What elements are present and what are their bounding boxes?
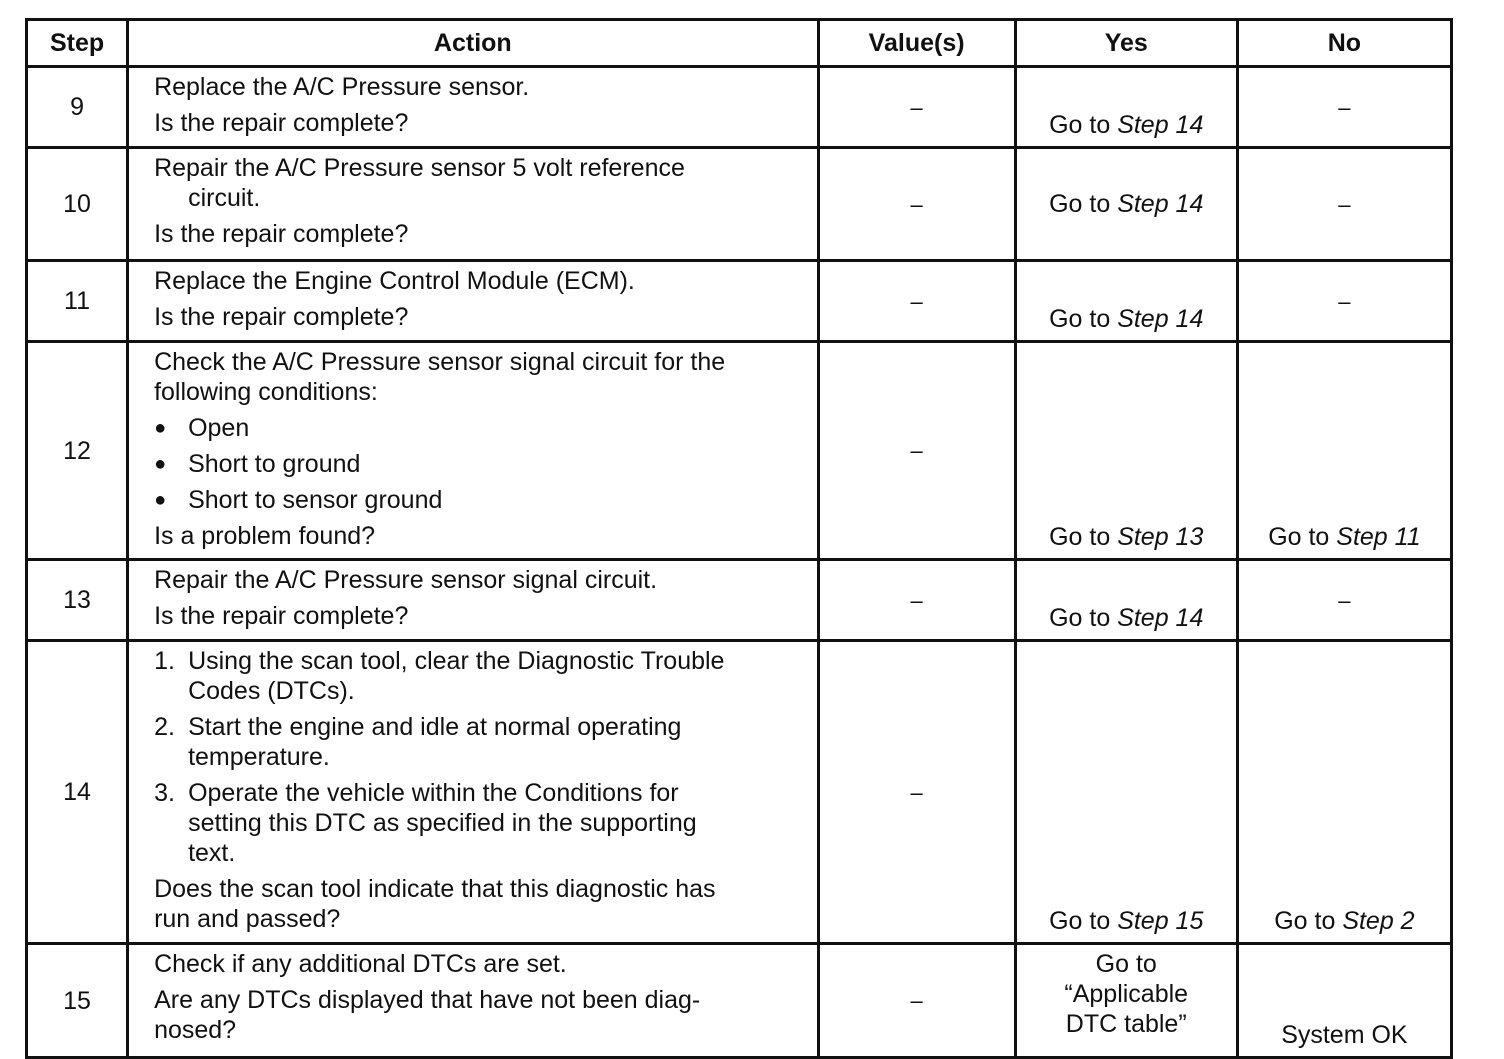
bullet-icon: ● [154, 489, 167, 511]
yes-cell [1015, 261, 1237, 342]
header-step: Step [27, 20, 128, 67]
header-values: Value(s) [818, 20, 1015, 67]
action-cell [128, 641, 818, 944]
goto-text: Go to [1049, 523, 1118, 551]
item-line: temperature. [188, 743, 330, 771]
goto-text: Go to [1049, 190, 1118, 218]
step-link[interactable]: Step 11 [1336, 523, 1421, 551]
action-question: Is the repair complete? [154, 109, 409, 137]
item-number: 1. [154, 647, 175, 675]
step-number: 13 [27, 560, 128, 641]
yes-cell [1015, 641, 1237, 944]
applicable-link-line[interactable]: Go to [1095, 950, 1157, 978]
action-cell [128, 560, 818, 641]
goto-text: Go to [1268, 523, 1337, 551]
item-line: Start the engine and idle at normal operating [188, 713, 682, 741]
no-cell [1237, 944, 1451, 1058]
item-text [188, 646, 724, 706]
action-line: Check if any additional DTCs are set. [154, 950, 567, 978]
goto-text: Go to [1049, 604, 1118, 632]
item-line: Using the scan tool, clear the Diagnostic Trouble [188, 647, 725, 675]
no-cell [1237, 342, 1451, 560]
item-line: text. [188, 839, 236, 867]
step-number: 10 [27, 148, 128, 261]
value-cell [818, 148, 1015, 261]
action-question: Is a problem found? [154, 522, 376, 550]
value-dash: – [910, 988, 923, 1013]
yes-cell [1015, 560, 1237, 641]
action-cell [128, 261, 818, 342]
action-question: Does the scan tool indicate that this diagnostic has [154, 875, 716, 903]
table-row [27, 148, 1452, 261]
no-dash: – [1338, 94, 1351, 120]
value-dash: – [910, 94, 923, 120]
value-cell [818, 342, 1015, 560]
item-text [188, 778, 697, 868]
action-question: Are any DTCs displayed that have not been diag- [154, 986, 701, 1014]
value-cell [818, 67, 1015, 148]
step-link[interactable]: Step 14 [1117, 305, 1204, 333]
action-line: Replace the A/C Pressure sensor. [154, 73, 530, 101]
step-link[interactable]: Step 15 [1117, 907, 1204, 935]
value-dash: – [910, 587, 923, 613]
step-link[interactable]: Step 14 [1117, 190, 1204, 218]
diagnostic-table [25, 18, 1453, 1059]
step-link[interactable]: Step 14 [1117, 111, 1204, 139]
item-number: 3. [154, 779, 175, 807]
step-link[interactable]: Step 14 [1117, 604, 1204, 632]
no-cell [1237, 560, 1451, 641]
action-line: following conditions: [154, 378, 378, 406]
applicable-link-line[interactable]: “Applicable [1064, 980, 1189, 1008]
step-number: 14 [27, 641, 128, 944]
action-cell [128, 67, 818, 148]
bullet-text: Short to ground [188, 450, 361, 478]
action-line: Replace the Engine Control Module (ECM). [154, 267, 635, 295]
action-question: run and passed? [154, 905, 341, 933]
value-cell [818, 944, 1015, 1058]
table-row [27, 560, 1452, 641]
no-dash: – [1338, 587, 1351, 613]
action-question: Is the repair complete? [154, 303, 409, 331]
value-dash: – [910, 779, 923, 805]
item-line: Operate the vehicle within the Conditions for [188, 779, 679, 807]
yes-cell [1015, 342, 1237, 560]
bullet-item [154, 449, 808, 479]
action-question: Is the repair complete? [154, 602, 409, 630]
goto-text: Go to [1049, 305, 1118, 333]
action-question: Is the repair complete? [154, 220, 409, 248]
step-number: 12 [27, 342, 128, 560]
header-yes: Yes [1015, 20, 1237, 67]
value-dash: – [910, 288, 923, 314]
goto-text: Go to [1049, 907, 1118, 935]
action-line: Repair the A/C Pressure sensor 5 volt reference [154, 154, 685, 182]
table-row [27, 944, 1452, 1058]
value-dash: – [910, 438, 923, 463]
no-dash: – [1338, 288, 1351, 314]
no-cell [1237, 261, 1451, 342]
action-cell [128, 148, 818, 261]
no-cell [1237, 148, 1451, 261]
table-row [27, 261, 1452, 342]
header-no: No [1237, 20, 1451, 67]
action-line: Repair the A/C Pressure sensor signal circuit. [154, 566, 658, 594]
bullet-icon: ● [154, 453, 167, 475]
table-row [27, 67, 1452, 148]
value-cell [818, 641, 1015, 944]
step-link[interactable]: Step 2 [1342, 907, 1415, 935]
yes-cell [1015, 944, 1237, 1058]
item-line: setting this DTC as specified in the supporting [188, 809, 697, 837]
action-line: Check the A/C Pressure sensor signal circuit for the [154, 348, 726, 376]
item-text [188, 712, 681, 772]
yes-cell [1015, 67, 1237, 148]
applicable-link-line[interactable]: DTC table” [1065, 1010, 1187, 1038]
value-dash: – [910, 191, 923, 217]
bullet-item [154, 485, 808, 515]
bullet-text: Open [188, 414, 250, 442]
no-dash: – [1338, 191, 1351, 217]
bullet-text: Short to sensor ground [188, 486, 443, 514]
numbered-item [154, 712, 808, 772]
system-ok-text: System OK [1281, 1021, 1408, 1049]
step-number: 15 [27, 944, 128, 1058]
item-line: Codes (DTCs). [188, 677, 355, 705]
step-number: 11 [27, 261, 128, 342]
goto-text: Go to [1274, 907, 1343, 935]
no-cell [1237, 67, 1451, 148]
numbered-item [154, 646, 808, 706]
value-cell [818, 560, 1015, 641]
yes-cell [1015, 148, 1237, 261]
goto-text: Go to [1049, 111, 1118, 139]
table-row [27, 641, 1452, 944]
action-question: nosed? [154, 1016, 237, 1044]
step-link[interactable]: Step 13 [1117, 523, 1204, 551]
item-number: 2. [154, 713, 175, 741]
table-row [27, 342, 1452, 560]
bullet-item [154, 413, 808, 443]
action-line: circuit. [188, 184, 261, 212]
action-cell [128, 342, 818, 560]
value-cell [818, 261, 1015, 342]
bullet-icon: ● [154, 417, 167, 439]
no-cell [1237, 641, 1451, 944]
header-row [27, 20, 1452, 67]
action-cell [128, 944, 818, 1058]
header-action: Action [128, 20, 818, 67]
step-number: 9 [27, 67, 128, 148]
numbered-item [154, 778, 808, 868]
